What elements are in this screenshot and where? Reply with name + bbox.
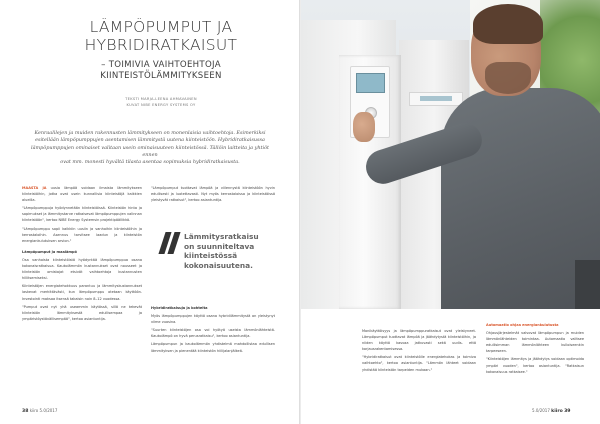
title-line-2: HYBRIDIRATKAISUT [84, 36, 238, 54]
magazine-issue: kiiro 5.0/2017 [29, 408, 58, 413]
article-title [66, 18, 256, 54]
body-paragraph: "Lämpöpumput tuottavat lämpöä ja viilennystä kiinteistöön hyvin edullisesti ja luotettavasti. Nyt myös kerrostaloissa ja kiinteistöissä yleistyvät ratkaisut", kertoo asiantuntija. [151, 186, 275, 203]
pull-quote-line: Lämmitysratkaisu [184, 232, 259, 241]
magazine-brand: kiiro [551, 409, 563, 414]
drop-lead-word: MAASTA JA [22, 186, 47, 190]
folio-left [22, 408, 57, 414]
lead-line: ovat mm. monesti hyvältä tilasta asentaa sopimuksia hybridiratkaisusta. [60, 159, 240, 166]
body-paragraph: Kiinteistöjen energiatehokkuus parantuu ja lämmityskustannukset laskevat merkittävästi, kun lämpöpumppu otetaan käyttöön. Investointi maksaa itsensä takaisin noin 8–12 vuodessa. [22, 284, 142, 301]
pull-quote-line: kiinteistössä [184, 251, 238, 261]
article-subtitle [66, 60, 256, 82]
magazine-issue: 5.0/2017 [532, 408, 550, 413]
person-hair [473, 4, 543, 44]
body-paragraph: "Suurten kiinteistöjen osa voi hyötyä useista lämmönlähteistä. Kaukolämpö on hyvä perusratkaisu", kertoo asiantuntija. [151, 328, 275, 339]
body-paragraph [22, 185, 142, 203]
section-heading: Lämpöpumput ja maalämpö [22, 249, 77, 254]
pull-quote-line: kokonaisuutena. [184, 260, 253, 270]
person-beard [485, 62, 531, 94]
photo-credit: KUVAT NIBE ENERGY SYSTEMS OY [126, 103, 196, 107]
body-column-middle [151, 185, 275, 205]
lead-line: Kenraalilejen ja muiden rakennusten lämmitykseen on monenlaisia vaihtoehtoja. Esimerkiksi [34, 130, 266, 136]
body-column-left [22, 185, 142, 324]
control-display [356, 73, 385, 93]
subtitle-line-2: KIINTEISTÖLÄMMITYKSEEN [100, 71, 222, 81]
article-photo [301, 0, 600, 309]
pull-quote-line: on suunniteltava [184, 241, 255, 251]
body-column-right-1 [362, 328, 476, 375]
secondary-display [409, 92, 463, 106]
quote-mark-icon [158, 232, 180, 256]
stove [575, 260, 600, 309]
body-column-middle-lower [151, 300, 275, 356]
lead-line: esitellään lämpöpumppujen asentamisen lämmitystä uutena kiinteistöön. Hybridiratkaisussa [35, 137, 265, 144]
byline [80, 96, 242, 108]
page-number: 39 [564, 409, 571, 414]
body-paragraph: Myös lämpöpumppujen käyttö osana hybridilämmitystä on yleistynyt viime vuosina. [151, 314, 275, 325]
section-heading: Hybridiratkaisuja ja kohteita [151, 306, 208, 310]
lead-paragraph [28, 130, 272, 166]
person-hand [353, 112, 375, 142]
body-paragraph: "Pumput ovat nyt yhä useammin käytössä, sillä ne tekevät kiinteistön lämmityksestä edullisempaa ja ympäristöystävällisempää", kertoo asiantuntija. [22, 304, 142, 321]
subtitle-line-1: – TOIMIVIA VAIHTOEHTOJA [101, 60, 221, 70]
body-paragraph: Ohjausjärjestelmät valvovat lämpöpumpun ja muiden lämmönlähteiden toimintaa. Automaatio valitsee edullisimman lämmönlähteen kulloiseenkin tarpeeseen. [486, 331, 584, 354]
body-paragraph: Osa vanhoista kiinteistöistä hyödyntää lämpöpumppua osana kokonaisratkaisua. Kaukolämmön kustannukset ovat nousseet ja kiinteistön omistajat etsivät vaihtoehtoja kustannusten hillitsemiseksi. [22, 257, 142, 281]
body-paragraph: "Lämpöpumppuja hyödynnetään kiinteistöissä. Kiinteistön hinta ja sopimukset ja lämmitystarve ratkaisevat lämpöpumppujen valinnan kiinteistöön", kertoo NIBE Energy Systemsin projektipäällikkö. [22, 206, 142, 223]
section-heading: Automaatio ohjaa energiankulutusta [486, 323, 559, 327]
body-paragraph: Monikäyttöisyys ja lämpöpumppuratkaisut ovat yleistyneet. Lämpöpumput tuottavat lämpöä ja jäähdytystä kiinteistöihin, ja niiden käyttö kasvaa jatkuvasti sekä uudis- että korjausrakentamisessa. [362, 329, 476, 352]
body-paragraph: "Lämpöpumppu sopii kaikkiin uusiin ja vanhoihin kiinteistöihin ja kerrostaloihin. Asennus tarvitsee laadun ja kiinteistön energiankulutuksen arvion." [22, 226, 142, 243]
body-paragraph: Lämpöpumpun ja kaukolämmön yhdistelmä mahdollistaa edullisen lämmityksen ja pienentää kiinteistön hiilijalanjälkeä. [151, 342, 275, 353]
body-paragraph: "Hybridiratkaisut ovat kiinteistölle energiatehokas ja toimiva vaihtoehto", kertoo asiantuntija. "Lämmön lähteet voidaan yhdistää kiinteistön tarpeiden mukaan." [362, 355, 476, 372]
folio-right [532, 408, 571, 414]
byline-text: TEKSTI MARJA-LEENA AHMAVAINEN [125, 97, 197, 101]
lead-line: lämpöpumppujen ominaiset valitaan usein ominaisuuteen kiinteistössä. Tällöin laitteita ja yhtiöt ennen [31, 144, 269, 158]
page-number: 38 [22, 409, 29, 414]
title-line-1: LÄMPÖPUMPUT JA [89, 18, 233, 36]
body-column-right-2 [486, 322, 584, 377]
body-paragraph: "Kiinteistöjen lämmitys ja jäähdytys voidaan optimoida ympäri vuoden", kertoo asiantuntija. "Ratkaisun kokonaisuus ratkaisee." [486, 357, 584, 374]
paragraph-text: uusia lämpöä voidaan ilmaista lämmitykseen kiinteistöihin, jotka ovat usein kunnallisia kiinteistöjä kaikkien alueilla. [22, 186, 142, 203]
